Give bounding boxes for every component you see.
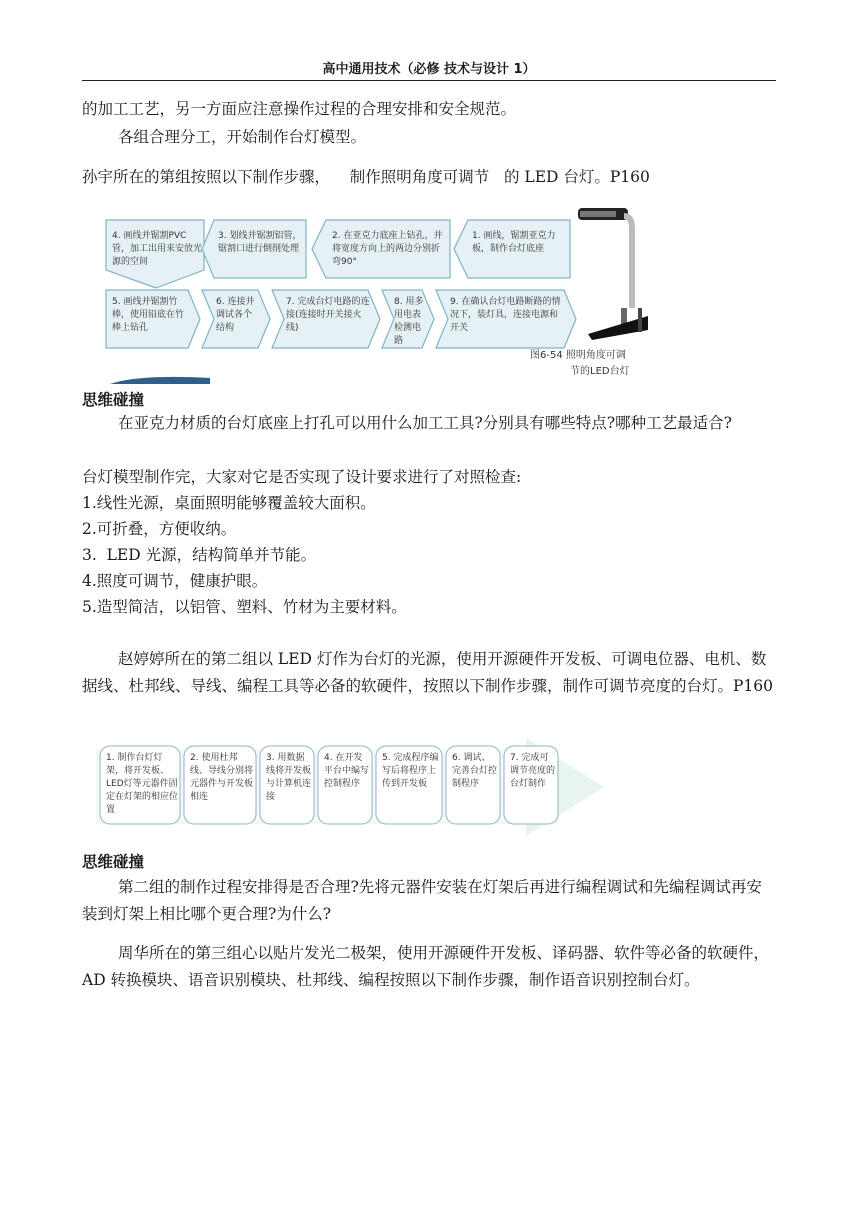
check-item-2: 2.可折叠，方便收纳。 — [82, 520, 237, 538]
bstep-5: 5. 完成程序编写后将程序上传到开发板 — [382, 753, 439, 789]
figure-lamp-steps — [100, 208, 660, 384]
group2-paragraph: 赵婷婷所在的第二组以 LED 灯作为台灯的光源，使用开源硬件开发板、可调电位器、电机、数据线、杜邦线、导线、编程工具等必备的软硬件，按照以下制作步骤，制作可调节亮度的台灯。P160 — [82, 650, 774, 695]
think-question-2: 第二组的制作过程安排得是否合理?先将元器件安装在灯架后再进行编程调试和先编程调试再安装到灯架上相比哪个更合理?为什么? — [82, 878, 762, 923]
bstep-7: 7. 完成可调节亮度的台灯制作 — [510, 753, 556, 789]
check-item-3: 3. LED 光源，结构简单并节能。 — [82, 546, 317, 564]
figure-brightness-steps — [96, 738, 604, 836]
bstep-4: 4. 在开发平台中编写控制程序 — [324, 753, 370, 789]
step-6-label: 6. 连接并调试各个结构 — [216, 297, 255, 333]
bstep-6: 6. 调试、完善台灯控制程序 — [452, 753, 498, 789]
check-item-4: 4.照度可调节，健康护眼。 — [82, 572, 268, 590]
figure-caption-line-1: 图6-54 照明角度可调 — [530, 350, 626, 361]
figure-caption-line-2: 节的LED台灯 — [570, 366, 630, 377]
bstep-3: 3. 用数据线将开发板与计算机连接 — [266, 753, 312, 802]
step-2-label: 2. 在亚克力底座上钻孔，并将宽度方向上的两边分别折弯90° — [332, 231, 443, 267]
think-question-1: 在亚克力材质的台灯底座上打孔可以用什么加工工具?分别具有哪些特点?哪种工艺最适合? — [118, 414, 732, 432]
bstep-1: 1. 制作台灯灯架，将开发板、LED灯等元器件固定在灯架的相应位置 — [106, 753, 179, 815]
check-item-1: 1.线性光源，桌面照明能够覆盖较大面积。 — [82, 494, 376, 512]
header-rule — [82, 80, 776, 81]
decor-wave — [110, 377, 210, 384]
step-3-label: 3. 划线并锯割铝管，锯割口进行倒削处理 — [218, 231, 302, 254]
group1-sentence: 孙宇所在的第组按照以下制作步骤， 制作照明角度可调节 的 LED 台灯。P160 — [82, 168, 650, 186]
step-9-label: 9. 在确认台灯电路断路的情况下，装灯具，连接电源和开关 — [450, 297, 561, 333]
group3-paragraph: 周华所在的第三组心以贴片发光二极架，使用开源硬件开发板、译码器、软件等必备的软硬件，AD 转换模块、语音识别模块、杜邦线、编程按照以下制作步骤，制作语音识别控制台灯。 — [82, 944, 770, 989]
step-8-label: 8. 用多用电表检测电路 — [394, 297, 424, 346]
check-item-5: 5.造型简洁，以铝管、塑料、竹材为主要材料。 — [82, 598, 407, 616]
lamp-illustration — [578, 208, 648, 340]
step-1-label: 1. 画线，锯割亚克力板，制作台灯底座 — [472, 231, 556, 254]
step-4-label: 4. 画线并锯割PVC管，加工出用来安放光源的空间 — [112, 231, 203, 267]
check-intro: 台灯模型制作完，大家对它是否实现了设计要求进行了对照检查: — [82, 468, 522, 486]
intro-line-1: 的加工工艺，另一方面应注意操作过程的合理安排和安全规范。 — [82, 100, 517, 118]
page-header: 高中通用技术（必修 技术与设计 1） — [322, 62, 536, 77]
step-7-label: 7. 完成台灯电路的连接(连接时开关接火线) — [286, 297, 370, 333]
intro-line-2: 各组合理分工，开始制作台灯模型。 — [118, 128, 367, 146]
bstep-2: 2. 使用杜邦线、导线分别将元器件与开发板相连 — [190, 753, 254, 802]
think-heading-1: 思维碰撞 — [82, 391, 145, 409]
step-5-label: 5. 画线并锯割竹棒，使用铅底在竹棒上钻孔 — [112, 297, 185, 333]
think-heading-2: 思维碰撞 — [82, 853, 145, 871]
